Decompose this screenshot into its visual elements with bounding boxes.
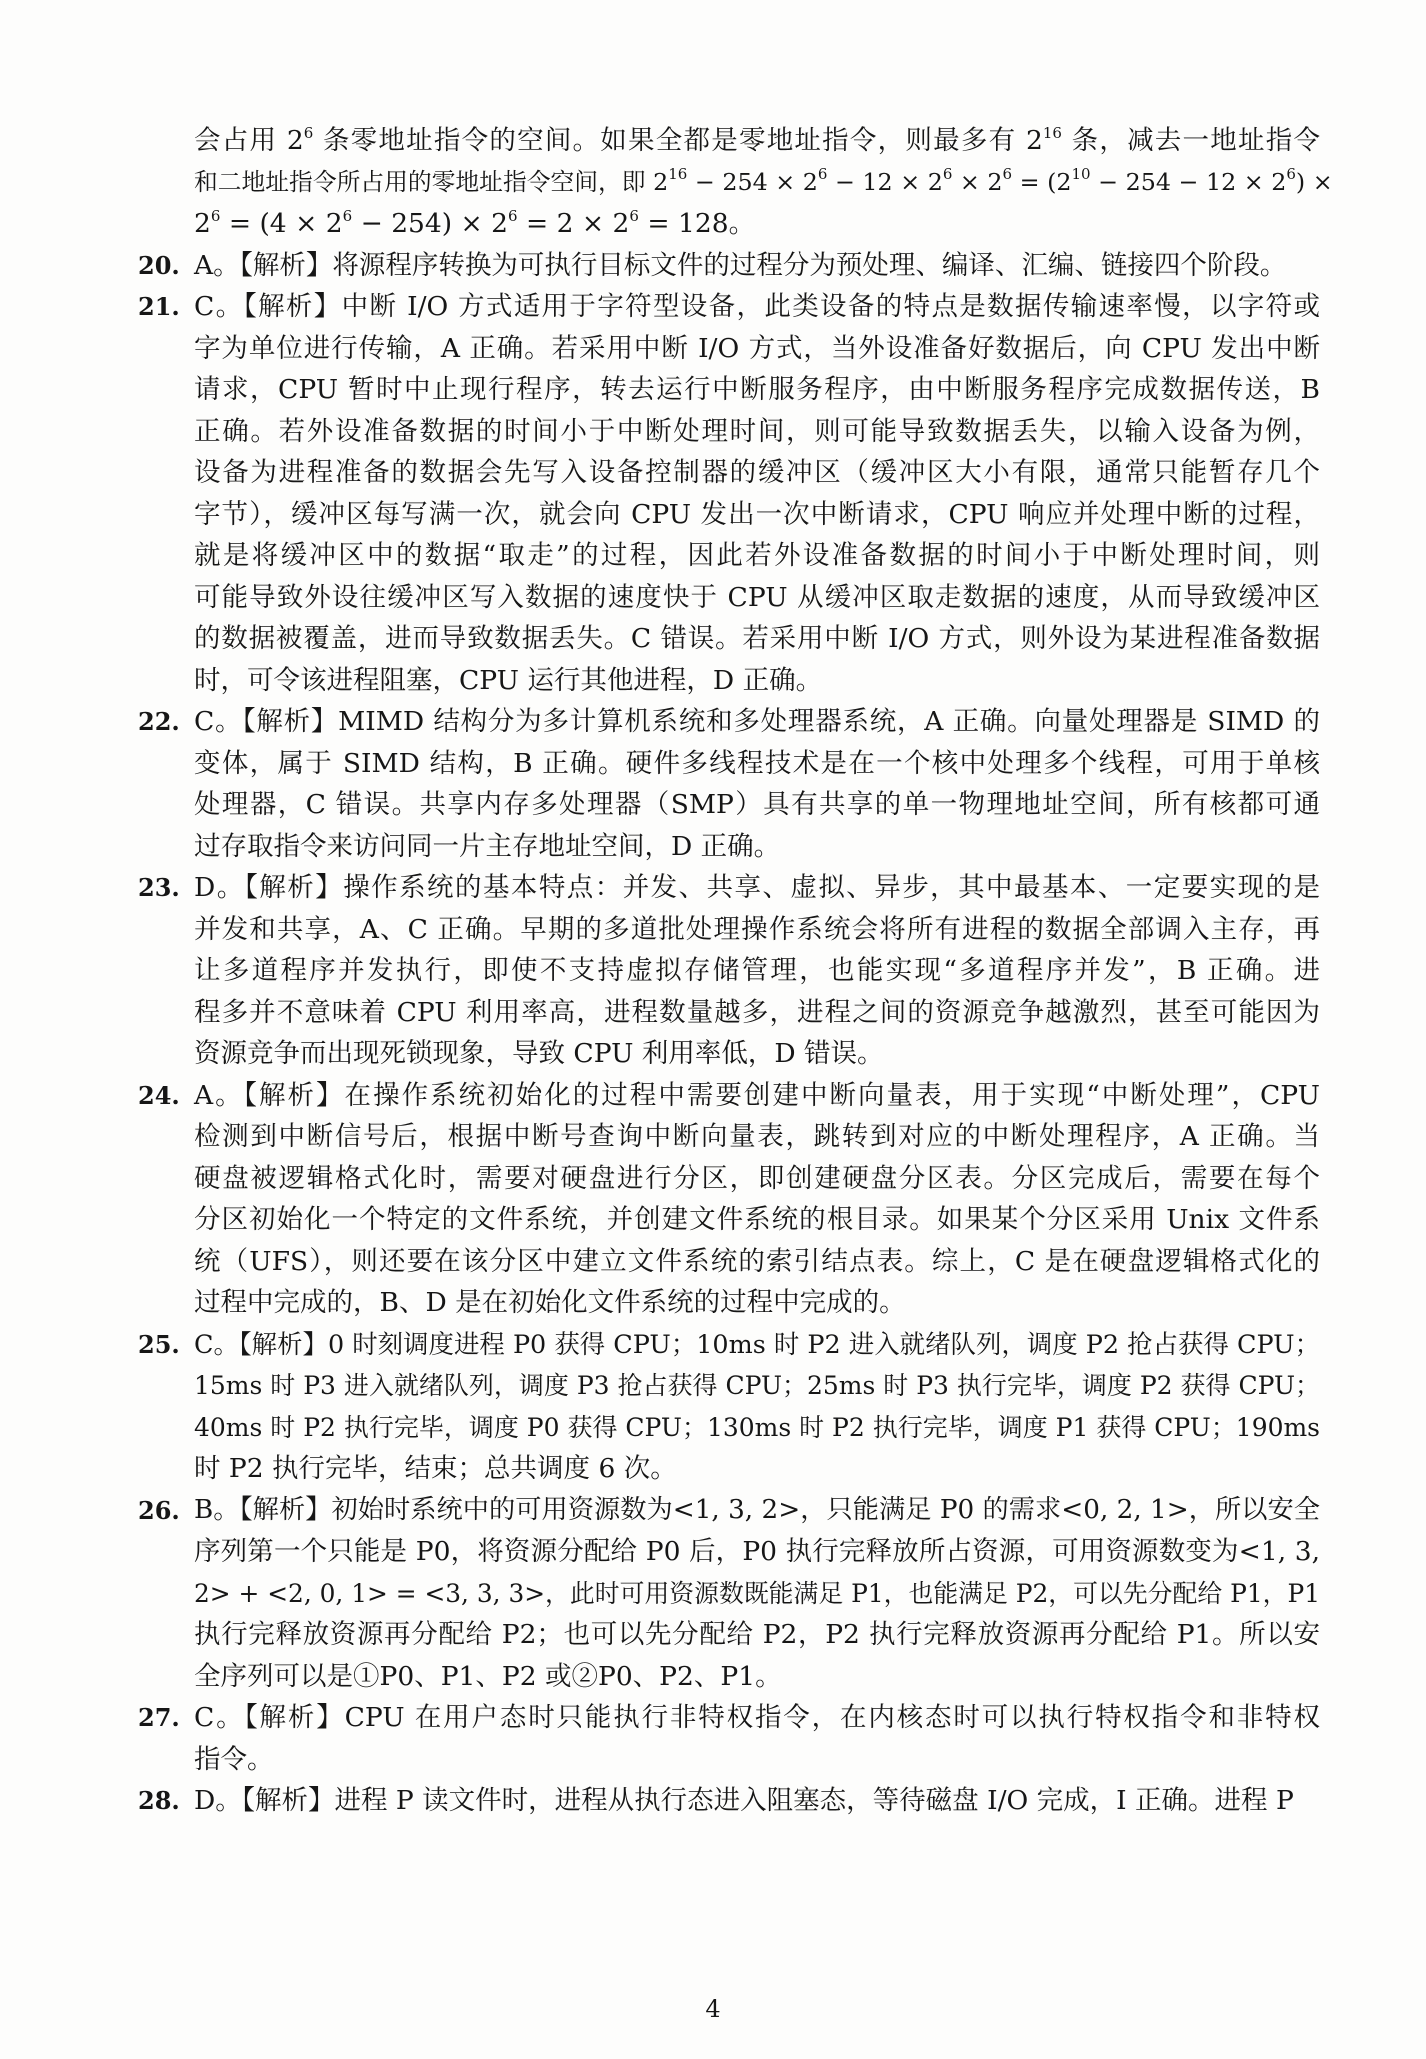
answer-item	[138, 1490, 1320, 1698]
exponent: 10	[1071, 164, 1091, 183]
text-line: 硬盘被逻辑格式化时，需要对硬盘进行分区，即创建硬盘分区表。分区完成后，需要在每个	[194, 1162, 1320, 1194]
text-run: = (4 × 2	[220, 208, 343, 239]
exponent: 16	[668, 164, 688, 183]
question-number: 20.	[138, 250, 180, 280]
text-line: C。【解析】0 时刻调度进程 P0 获得 CPU；10ms 时 P2 进入就绪队列，调度 P2 抢占获得 CPU；	[194, 1328, 1320, 1359]
exponent: 6	[342, 207, 353, 225]
text-line: B。【解析】初始时系统中的可用资源数为<1, 3, 2>，只能满足 P0 的需求<0, 2, 1>，所以安全	[194, 1494, 1320, 1525]
text-line: 就是将缓冲区中的数据“取走”的过程，因此若外设准备数据的时间小于中断处理时间，则	[194, 540, 1320, 571]
answer-item	[138, 1697, 1320, 1780]
text-line: 的数据被覆盖，进而导致数据丢失。C 错误。若采用中断 I/O 方式，则外设为某进程准备数据	[194, 623, 1320, 654]
text-run: 条，减去一地址指令	[1061, 125, 1320, 156]
text-line: 全序列可以是①P0、P1、P2 或②P0、P2、P1。	[194, 1660, 782, 1692]
exponent: 6	[303, 124, 314, 142]
text-line: 2> + <2, 0, 1> = <3, 3, 3>，此时可用资源数既能满足 P1，也能满足 P2，可以先分配给 P1，P1	[194, 1578, 1320, 1608]
text-run: − 254 − 12 × 2	[1090, 167, 1287, 196]
text-line: 分区初始化一个特定的文件系统，并创建文件系统的根目录。如果某个分区采用 Unix 文件系	[194, 1204, 1320, 1235]
text-run: × 2	[952, 167, 1003, 196]
text-line: A。【解析】在操作系统初始化的过程中需要创建中断向量表，用于实现“中断处理”，CPU	[194, 1079, 1320, 1111]
answer-text	[194, 286, 1320, 701]
question-number: 24.	[138, 1080, 180, 1110]
question-number: 23.	[138, 873, 180, 902]
text-line: 可能导致外设往缓冲区写入数据的速度快于 CPU 从缓冲区取走数据的速度，从而导致缓冲区	[194, 581, 1320, 613]
answer-item	[138, 286, 1320, 701]
text-run: − 12 × 2	[827, 167, 943, 196]
answer-item	[138, 867, 1320, 1075]
text-line: 字节），缓冲区每写满一次，就会向 CPU 发出一次中断请求，CPU 响应并处理中断的过程，	[194, 498, 1320, 530]
exponent: 6	[1002, 164, 1013, 183]
text-run: 会占用 2	[194, 125, 304, 156]
text-run: 和二地址指令所占用的零地址指令空间，即 2	[194, 167, 669, 196]
text-line: 检测到中断信号后，根据中断号查询中断向量表，跳转到对应的中断处理程序，A 正确。当	[194, 1121, 1320, 1152]
answer-item	[138, 1780, 1320, 1822]
text-line: 执行完释放资源再分配给 P2；也可以先分配给 P2，P2 执行完释放资源再分配给 P1。所以安	[194, 1619, 1320, 1650]
text-line: 字为单位进行传输，A 正确。若采用中断 I/O 方式，当外设准备好数据后，向 CPU 发出中断	[194, 332, 1320, 364]
exponent: 6	[942, 164, 953, 183]
text-run: ) ×	[1295, 167, 1333, 196]
text-line: 处理器，C 错误。共享内存多处理器（SMP）具有共享的单一物理地址空间，所有核都可通	[194, 789, 1320, 820]
answer-item	[138, 701, 1320, 867]
text-run: − 254 × 2	[687, 167, 818, 196]
text-line: 时，可令该进程阻塞，CPU 运行其他进程，D 正确。	[194, 664, 823, 696]
text-line: 变体，属于 SIMD 结构，B 正确。硬件多线程技术是在一个核中处理多个线程，可用于单核	[194, 747, 1320, 779]
text-line: C。【解析】中断 I/O 方式适用于字符型设备，此类设备的特点是数据传输速率慢，以字符或	[194, 291, 1320, 322]
text-line: C。【解析】MIMD 结构分为多计算机系统和多处理器系统，A 正确。向量处理器是 SIMD 的	[194, 706, 1320, 737]
text-line: 请求，CPU 暂时中止现行程序，转去运行中断服务程序，由中断服务程序完成数据传送，B	[194, 374, 1320, 405]
text-line: 40ms 时 P2 执行完毕，调度 P0 获得 CPU；130ms 时 P2 执行完毕，调度 P1 获得 CPU；190ms	[194, 1412, 1320, 1442]
answer-item	[138, 245, 1320, 287]
intro-line	[138, 120, 1320, 162]
text-line: D。【解析】操作系统的基本特点：并发、共享、虚拟、异步，其中最基本、一定要实现的是	[194, 872, 1320, 903]
text-line: A。【解析】将源程序转换为可执行目标文件的过程分为预处理、编译、汇编、链接四个阶段。	[194, 249, 1287, 281]
question-number: 21.	[138, 292, 180, 321]
answer-text	[194, 1490, 1320, 1698]
text-line: 指令。	[194, 1743, 274, 1775]
text-run: = 128。	[638, 208, 756, 239]
intro-line	[138, 162, 1333, 204]
answer-text	[194, 245, 1320, 287]
answer-text	[194, 1075, 1320, 1324]
text-line: 程多并不意味着 CPU 利用率高，进程数量越多，进程之间的资源竞争越激烈，甚至可能因为	[194, 996, 1320, 1028]
text-line: 并发和共享，A、C 正确。早期的多道批处理操作系统会将所有进程的数据全部调入主存，再	[194, 913, 1320, 945]
question-number: 22.	[138, 707, 180, 736]
exponent: 6	[1286, 164, 1296, 183]
text-run: − 254) × 2	[352, 208, 509, 239]
text-line: D。【解析】进程 P 读文件时，进程从执行态进入阻塞态，等待磁盘 I/O 完成，I 正确。进程 P	[194, 1785, 1294, 1816]
text-run: 2	[194, 208, 211, 239]
text-line: 序列第一个只能是 P0，将资源分配给 P0 后，P0 执行完释放所占资源，可用资源数变为<1, 3,	[194, 1536, 1320, 1567]
exponent: 6	[629, 207, 639, 225]
text-run: = 2 × 2	[517, 208, 630, 239]
exponent: 6	[817, 164, 828, 183]
answer-text	[194, 1697, 1320, 1780]
text-line: 让多道程序并发执行，即使不支持虚拟存储管理，也能实现“多道程序并发”，B 正确。进	[194, 955, 1320, 986]
text-line: 过程中完成的，B、D 是在初始化文件系统的过程中完成的。	[194, 1287, 906, 1318]
answer-explanations	[138, 120, 1333, 1822]
question-number: 27.	[138, 1703, 180, 1732]
exponent: 16	[1042, 124, 1062, 142]
exponent: 6	[210, 207, 221, 225]
intro-line	[138, 203, 1320, 245]
text-run: 条零地址指令的空间。如果全都是零地址指令，则最多有 2	[313, 125, 1043, 156]
question-number: 26.	[138, 1495, 180, 1525]
text-line: 15ms 时 P3 进入就绪队列，调度 P3 抢占获得 CPU；25ms 时 P3 执行完毕，调度 P2 获得 CPU；	[194, 1371, 1320, 1400]
answer-item	[138, 1075, 1320, 1324]
page-number: 4	[705, 1995, 721, 2023]
answer-text	[194, 1324, 1320, 1490]
answer-text	[194, 701, 1320, 867]
text-line: 统（UFS），则还要在该分区中建立文件系统的索引结点表。综上，C 是在硬盘逻辑格式化的	[194, 1245, 1320, 1277]
text-line: 正确。若外设准备数据的时间小于中断处理时间，则可能导致数据丢失，以输入设备为例，	[194, 415, 1320, 447]
answer-text	[194, 867, 1320, 1075]
text-line: 时 P2 执行完毕，结束；总共调度 6 次。	[194, 1453, 677, 1484]
question-number: 25.	[138, 1329, 180, 1359]
text-line: 过存取指令来访问同一片主存地址空间，D 正确。	[194, 830, 781, 862]
exponent: 6	[508, 207, 518, 225]
answer-item	[138, 1324, 1320, 1490]
text-line: 资源竞争而出现死锁现象，导致 CPU 利用率低，D 错误。	[194, 1038, 884, 1069]
question-number: 28.	[138, 1786, 180, 1815]
answer-text	[194, 1780, 1320, 1822]
text-run: = (2	[1012, 167, 1072, 196]
text-line: 设备为进程准备的数据会先写入设备控制器的缓冲区（缓冲区大小有限，通常只能暂存几个	[194, 457, 1320, 488]
text-line: C。【解析】CPU 在用户态时只能执行非特权指令，在内核态时可以执行特权指令和非特权	[194, 1702, 1320, 1733]
